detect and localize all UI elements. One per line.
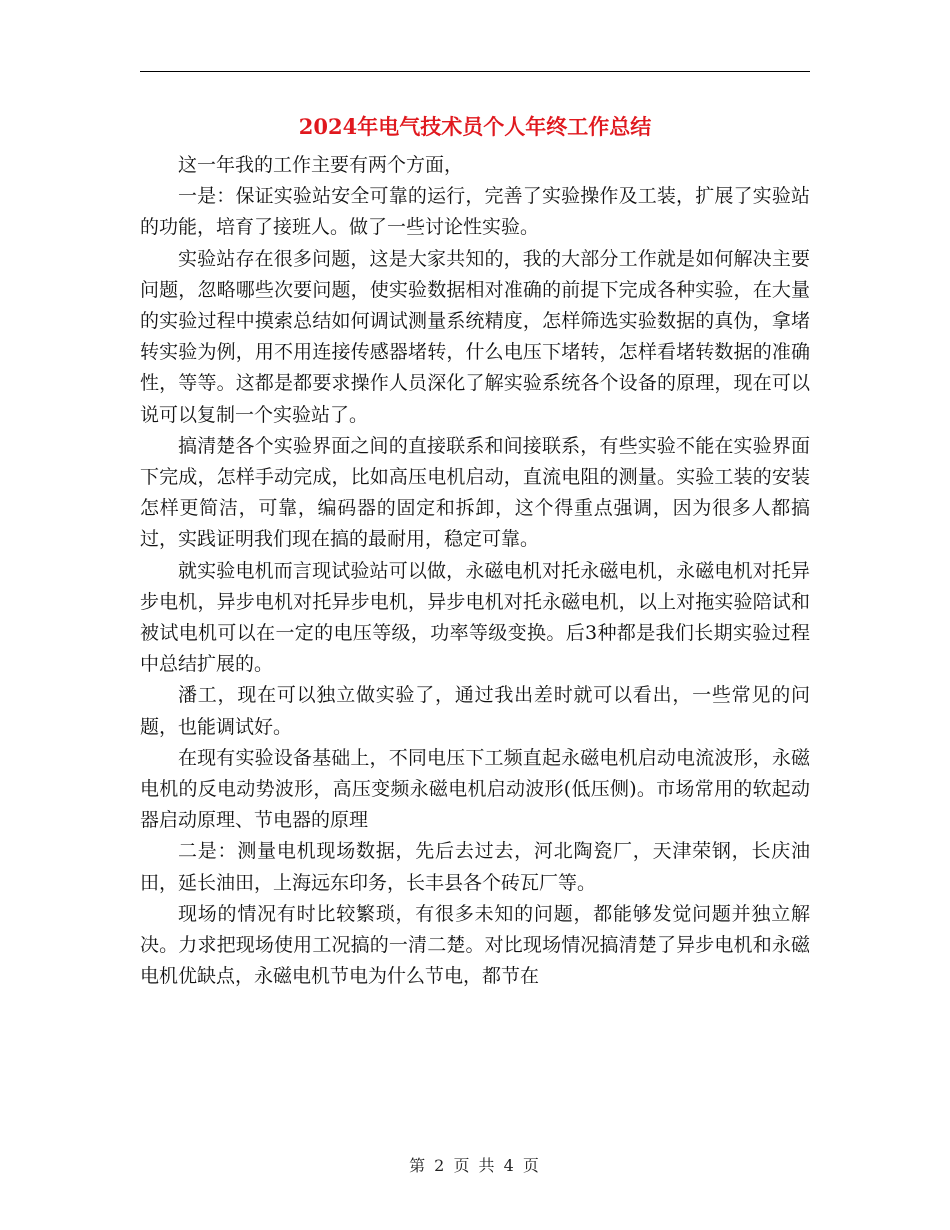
paragraph: 这一年我的工作主要有两个方面， — [178, 154, 464, 176]
paragraph: 就实验电机而言现试验站可以做，永磁电机对托永磁电机，永磁电机对托异步电机，异步电机对托异步电机，异步电机对托永磁电机，以上对拖实验陪试和被试电机可以在一定的电压等级，功率等级变换。后3种都是我们长期实验过程中总结扩展的。 — [140, 559, 810, 676]
paragraph: 一是：保证实验站安全可靠的运行，完善了实验操作及工装，扩展了实验站的功能，培育了接班人。做了一些讨论性实验。 — [140, 185, 810, 239]
paragraph: 在现有实验设备基础上，不同电压下工频直起永磁电机启动电流波形，永磁电机的反电动势波形，高压变频永磁电机启动波形(低压侧)。市场常用的软起动器启动原理、节电器的原理 — [140, 746, 810, 832]
paragraph: 潘工，现在可以独立做实验了，通过我出差时就可以看出，一些常见的问题，也能调试好。 — [140, 684, 810, 738]
document-title: 2024年电气技术员个人年终工作总结 — [298, 114, 652, 139]
paragraph: 搞清楚各个实验界面之间的直接联系和间接联系，有些实验不能在实验界面下完成，怎样手动完成，比如高压电机启动，直流电阻的测量。实验工装的安装怎样更简洁，可靠，编码器的固定和拆卸，这个得重点强调，因为很多人都搞过，实践证明我们现在搞的最耐用，稳定可靠。 — [140, 434, 810, 551]
header-rule — [140, 71, 810, 72]
paragraph: 二是：测量电机现场数据，先后去过去，河北陶瓷厂，天津荣钢，长庆油田，延长油田，上海远东印务，长丰县各个砖瓦厂等。 — [140, 840, 810, 894]
paragraph: 现场的情况有时比较繁琐，有很多未知的问题，都能够发觉问题并独立解决。力求把现场使用工况搞的一清二楚。对比现场情况搞清楚了异步电机和永磁电机优缺点，永磁电机节电为什么节电，都节在 — [140, 902, 810, 988]
page-number: 第 2 页 共 4 页 — [409, 1156, 541, 1175]
document-body — [140, 150, 810, 992]
paragraph: 实验站存在很多问题，这是大家共知的，我的大部分工作就是如何解决主要问题，忽略哪些次要问题，使实验数据相对准确的前提下完成各种实验，在大量的实验过程中摸索总结如何调试测量系统精度，怎样筛选实验数据的真伪，拿堵转实验为例，用不用连接传感器堵转，什么电压下堵转，怎样看堵转数据的准确性，等等。这都是都要求操作人员深化了解实验系统各个设备的原理，现在可以说可以复制一个实验站了。 — [140, 247, 810, 426]
